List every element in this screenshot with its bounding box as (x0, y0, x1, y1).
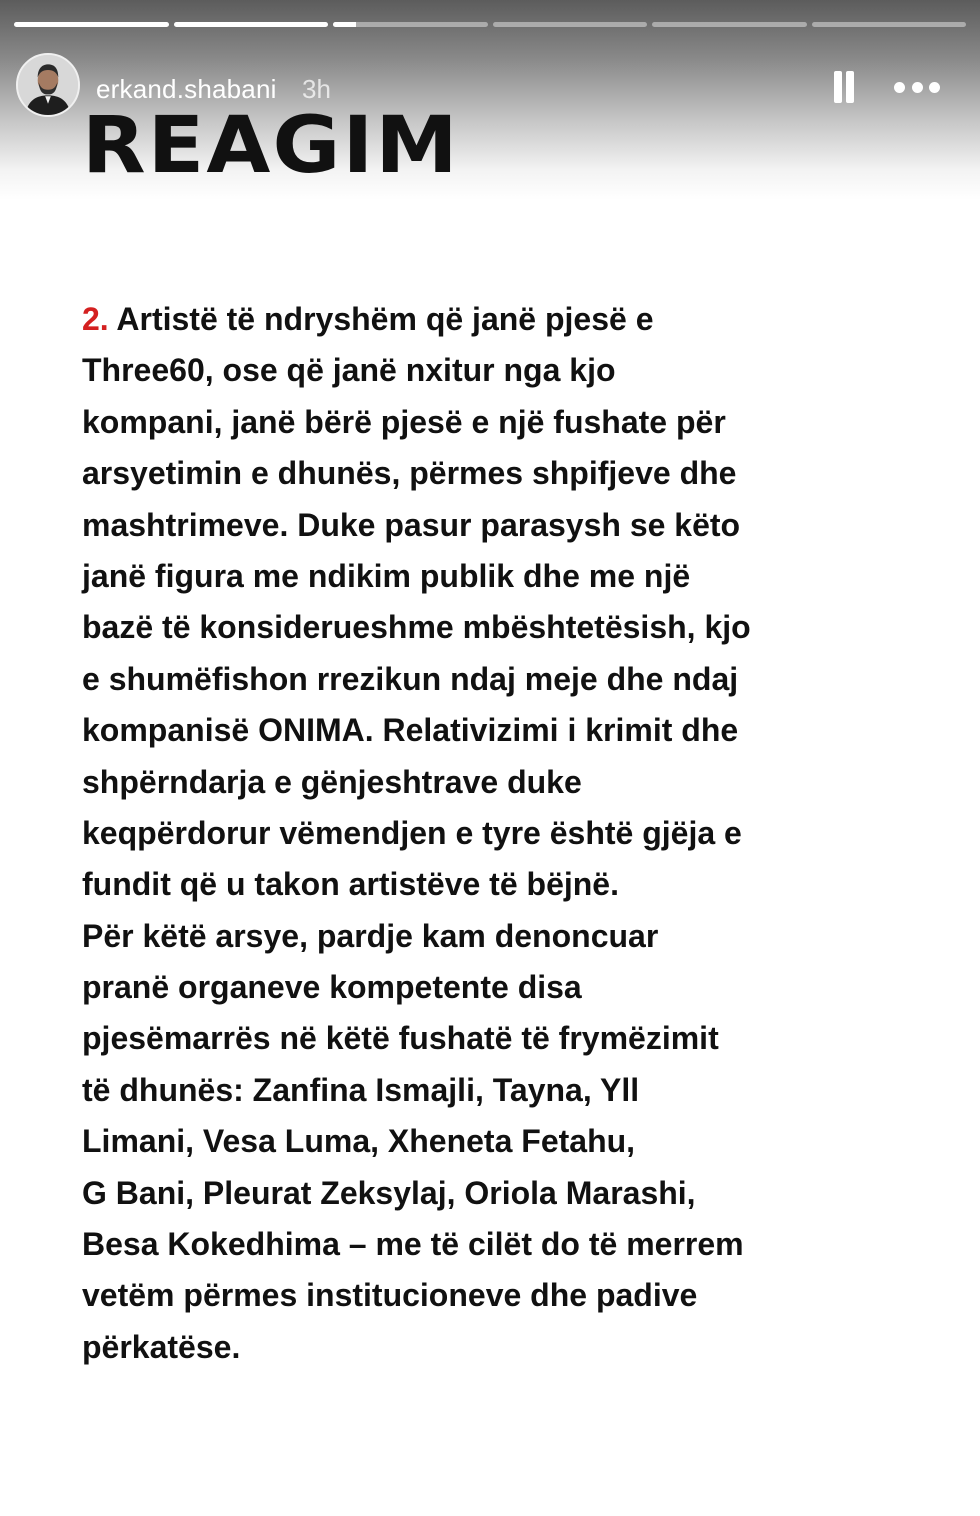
profile-photo-icon (18, 55, 78, 115)
text-line: kompani, janë bërë pjesë e një fushate për (82, 403, 726, 440)
point-number: 2. (82, 301, 109, 337)
headline: REAGIM (82, 101, 460, 191)
progress-segment (812, 22, 967, 27)
text-line: Limani, Vesa Luma, Xheneta Fetahu, (82, 1123, 636, 1160)
text-line: e shumëfishon rrezikun ndaj meje dhe ndaj (82, 660, 739, 697)
progress-segment (174, 22, 329, 27)
more-options-icon[interactable] (894, 81, 940, 93)
progress-segment (493, 22, 648, 27)
text-line: përkatëse. (82, 1328, 241, 1365)
text-line: Three60, ose që janë nxitur nga kjo (82, 352, 616, 389)
text-line: pranë organeve kompetente disa (82, 969, 582, 1006)
text-segment: Artistë të ndryshëm që janë pjesë e (108, 301, 654, 337)
text-line: Për këtë arsye, pardje kam denoncuar (82, 917, 659, 954)
text-line: Besa Kokedhima – me të cilët do të merrem (82, 1226, 744, 1263)
text-line: G Bani, Pleurat Zeksylaj, Oriola Marashi, (82, 1174, 696, 1211)
text-line: kompanisë ONIMA. Relativizimi i krimit dhe (82, 712, 739, 749)
progress-segment-current (333, 22, 488, 27)
text-line: mashtrimeve. Duke pasur parasysh se këto (82, 506, 741, 543)
username[interactable]: erkand.shabani (96, 74, 277, 104)
pause-icon[interactable] (832, 71, 856, 103)
text-line: janë figura me ndikim publik dhe me një (82, 557, 691, 594)
text-line: fundit që u takon artistëve të bëjnë. (82, 866, 619, 903)
progress-segment (652, 22, 807, 27)
text-line (82, 294, 902, 345)
text-line: pjesëmarrës në këtë fushatë të frymëzimit (82, 1020, 719, 1057)
text-line: bazë të konsiderueshme mbështetësish, kjo (82, 609, 751, 646)
text-line: arsyetimin e dhunës, përmes shpifjeve dhe (82, 455, 737, 492)
text-line: shpërndarja e gënjeshtrave duke (82, 763, 582, 800)
statement-text (82, 294, 902, 1373)
text-line: të dhunës: Zanfina Ismajli, Tayna, Yll (82, 1071, 640, 1108)
avatar[interactable] (16, 53, 80, 117)
post-time: 3h (302, 74, 331, 104)
story-progress-bar (14, 22, 966, 27)
progress-segment (14, 22, 169, 27)
text-line: vetëm përmes institucioneve dhe padive (82, 1277, 698, 1314)
text-line: keqpërdorur vëmendjen e tyre është gjëja e (82, 814, 742, 851)
